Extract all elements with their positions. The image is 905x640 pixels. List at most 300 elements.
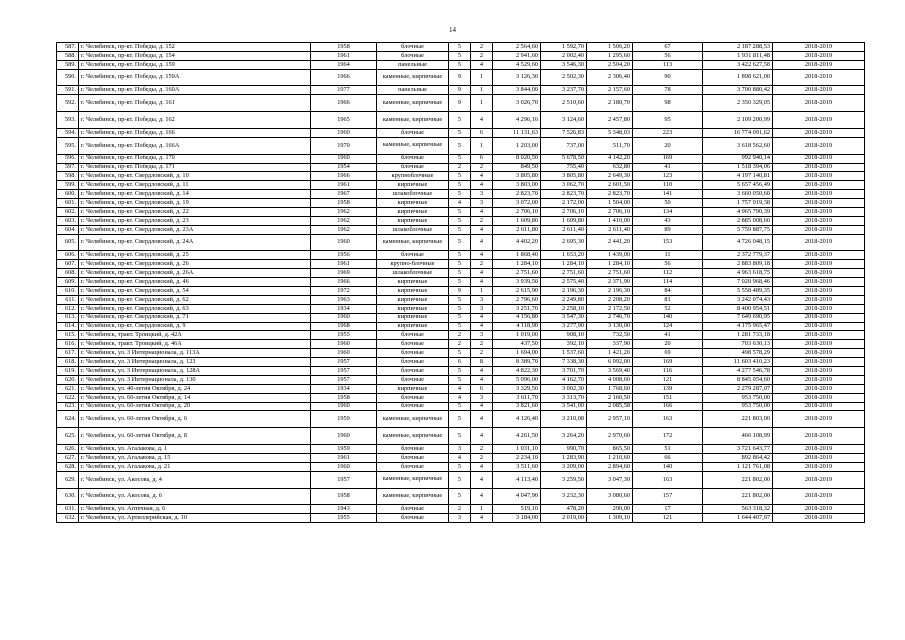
area-residential-cell: 2 208,20 xyxy=(587,295,633,304)
area-residential-cell: 2 746,70 xyxy=(587,313,633,322)
table-row xyxy=(57,349,865,358)
entrances-cell: 4 xyxy=(471,322,493,331)
address-cell: г. Челябинск, ул. Артиллерийская, д. 10 xyxy=(79,514,311,523)
year-cell: 1954 xyxy=(311,163,377,172)
wall-material-cell: блочные xyxy=(377,331,449,340)
wall-material-cell: каменные, кирпичные xyxy=(377,488,449,505)
table-row xyxy=(57,313,865,322)
floors-cell: 5 xyxy=(449,251,471,260)
residents-cell: 163 xyxy=(633,411,703,428)
residents-cell: 112 xyxy=(633,269,703,278)
repair-period-cell: 2018-2019 xyxy=(773,340,865,349)
repair-period-cell: 2018-2019 xyxy=(773,86,865,95)
residents-cell: 110 xyxy=(633,181,703,190)
entrances-cell: 4 xyxy=(471,207,493,216)
total-area-cell: 4 047,90 xyxy=(493,488,541,505)
table-row xyxy=(57,471,865,488)
repair-period-cell: 2018-2019 xyxy=(773,471,865,488)
repair-cost-cell: 2 187 288,53 xyxy=(703,43,773,52)
address-cell: г. Челябинск, пр-кт. Свердловский, д. 19 xyxy=(79,199,311,208)
area-residential-cell: 1 504,00 xyxy=(587,199,633,208)
repair-period-cell: 2018-2019 xyxy=(773,207,865,216)
residents-cell: 95 xyxy=(633,112,703,129)
area-residential-cell: 1 421,20 xyxy=(587,349,633,358)
residents-cell: 56 xyxy=(633,51,703,60)
wall-material-cell: кирпичные xyxy=(377,313,449,322)
row-number: 624. xyxy=(57,411,79,428)
row-number: 611. xyxy=(57,295,79,304)
area-residential-cell: 1 295,60 xyxy=(587,51,633,60)
repair-cost-cell: 7 649 690,95 xyxy=(703,313,773,322)
floors-cell: 9 xyxy=(449,95,471,112)
entrances-cell: 4 xyxy=(471,367,493,376)
row-number: 588. xyxy=(57,51,79,60)
residents-cell: 41 xyxy=(633,331,703,340)
total-area-cell: 3 844,00 xyxy=(493,86,541,95)
wall-material-cell: кирпичные xyxy=(377,384,449,393)
area-residential-cell: 2 441,20 xyxy=(587,234,633,251)
year-cell: 1961 xyxy=(311,453,377,462)
area-premises-cell: 3 259,50 xyxy=(541,471,587,488)
repair-cost-cell: 221 802,00 xyxy=(703,488,773,505)
wall-material-cell: панельные xyxy=(377,86,449,95)
residents-cell: 141 xyxy=(633,190,703,199)
repair-cost-cell: 3 618 562,60 xyxy=(703,137,773,154)
residents-cell: 163 xyxy=(633,471,703,488)
address-cell: г. Челябинск, пр-кт. Победы, д. 154 xyxy=(79,51,311,60)
year-cell: 1962 xyxy=(311,225,377,234)
row-number: 612. xyxy=(57,304,79,313)
repair-period-cell: 2018-2019 xyxy=(773,163,865,172)
address-cell: г. Челябинск, ул. 60-летия Октября, д. 20 xyxy=(79,402,311,411)
repair-cost-cell: 892 864,42 xyxy=(703,453,773,462)
entrances-cell: 2 xyxy=(471,340,493,349)
repair-cost-cell: 4 965 790,39 xyxy=(703,207,773,216)
residents-cell: 98 xyxy=(633,95,703,112)
row-number: 627. xyxy=(57,453,79,462)
floors-cell: 9 xyxy=(449,287,471,296)
year-cell: 1955 xyxy=(311,514,377,523)
total-area-cell: 3 026,70 xyxy=(493,95,541,112)
table-row xyxy=(57,43,865,52)
repair-period-cell: 2018-2019 xyxy=(773,137,865,154)
table-row xyxy=(57,375,865,384)
total-area-cell: 4 402,20 xyxy=(493,234,541,251)
year-cell: 1962 xyxy=(311,216,377,225)
year-cell: 1962 xyxy=(311,207,377,216)
entrances-cell: 4 xyxy=(471,462,493,471)
residents-cell: 56 xyxy=(633,260,703,269)
residents-cell: 124 xyxy=(633,322,703,331)
area-premises-cell: 1 537,60 xyxy=(541,349,587,358)
floors-cell: 5 xyxy=(449,269,471,278)
wall-material-cell: блочные xyxy=(377,393,449,402)
entrances-cell: 2 xyxy=(471,51,493,60)
table-row xyxy=(57,86,865,95)
residents-cell: 11 xyxy=(633,251,703,260)
entrances-cell: 4 xyxy=(471,181,493,190)
repair-period-cell: 2018-2019 xyxy=(773,60,865,69)
repair-period-cell: 2018-2019 xyxy=(773,225,865,234)
row-number: 587. xyxy=(57,43,79,52)
wall-material-cell: блочные xyxy=(377,51,449,60)
address-cell: г. Челябинск, пр-кт. Победы, д. 166А xyxy=(79,137,311,154)
floors-cell: 5 xyxy=(449,278,471,287)
table-row xyxy=(57,137,865,154)
year-cell: 1969 xyxy=(311,269,377,278)
area-premises-cell: 2 823,70 xyxy=(541,190,587,199)
area-residential-cell: 2 957,10 xyxy=(587,411,633,428)
floors-cell: 5 xyxy=(449,471,471,488)
area-premises-cell: 3 313,70 xyxy=(541,393,587,402)
repair-cost-cell: 1 757 919,38 xyxy=(703,199,773,208)
repair-cost-cell: 16 774 091,62 xyxy=(703,128,773,137)
total-area-cell: 3 184,00 xyxy=(493,514,541,523)
repair-period-cell: 2018-2019 xyxy=(773,322,865,331)
total-area-cell: 3 803,00 xyxy=(493,181,541,190)
wall-material-cell: блочные xyxy=(377,128,449,137)
entrances-cell: 1 xyxy=(471,69,493,86)
area-premises-cell: 3 264,20 xyxy=(541,428,587,445)
area-premises-cell: 3 541,00 xyxy=(541,402,587,411)
address-cell: г. Челябинск, пр-кт. Свердловский, д. 26А xyxy=(79,269,311,278)
year-cell: 1960 xyxy=(311,402,377,411)
address-cell: г. Челябинск, пр-кт. Победы, д. 159А xyxy=(79,69,311,86)
floors-cell: 5 xyxy=(449,349,471,358)
area-residential-cell: 732,50 xyxy=(587,331,633,340)
table-row xyxy=(57,69,865,86)
total-area-cell: 8 389,70 xyxy=(493,358,541,367)
floors-cell: 5 xyxy=(449,304,471,313)
floors-cell: 5 xyxy=(449,260,471,269)
residents-cell: 78 xyxy=(633,86,703,95)
residents-cell: 140 xyxy=(633,462,703,471)
repair-period-cell: 2018-2019 xyxy=(773,295,865,304)
repair-period-cell: 2018-2019 xyxy=(773,453,865,462)
floors-cell: 2 xyxy=(449,340,471,349)
area-premises-cell: 1 284,10 xyxy=(541,260,587,269)
address-cell: г. Челябинск, ул. Агалакова, д. 15 xyxy=(79,453,311,462)
total-area-cell: 1 203,00 xyxy=(493,137,541,154)
repair-period-cell: 2018-2019 xyxy=(773,384,865,393)
floors-cell: 5 xyxy=(449,411,471,428)
repair-period-cell: 2018-2019 xyxy=(773,304,865,313)
total-area-cell: 4 118,90 xyxy=(493,322,541,331)
repair-cost-cell: 1 898 621,00 xyxy=(703,69,773,86)
residents-cell: 20 xyxy=(633,340,703,349)
repair-period-cell: 2018-2019 xyxy=(773,505,865,514)
floors-cell: 9 xyxy=(449,69,471,86)
area-residential-cell: 4 008,60 xyxy=(587,375,633,384)
total-area-cell: 1 284,10 xyxy=(493,260,541,269)
area-residential-cell: 1 768,60 xyxy=(587,384,633,393)
address-cell: г. Челябинск, ул. Аптечная, д. 6 xyxy=(79,505,311,514)
area-residential-cell: 2 601,50 xyxy=(587,181,633,190)
row-number: 608. xyxy=(57,269,79,278)
area-premises-cell: 2 575,40 xyxy=(541,278,587,287)
repair-period-cell: 2018-2019 xyxy=(773,172,865,181)
area-premises-cell: 2 019,00 xyxy=(541,514,587,523)
area-residential-cell: 2 157,60 xyxy=(587,86,633,95)
area-residential-cell: 337,90 xyxy=(587,340,633,349)
row-number: 616. xyxy=(57,340,79,349)
table-row xyxy=(57,340,865,349)
repair-period-cell: 2018-2019 xyxy=(773,488,865,505)
area-residential-cell: 1 506,20 xyxy=(587,43,633,52)
entrances-cell: 6 xyxy=(471,128,493,137)
address-cell: г. Челябинск, ул. Агалакова, д. 1 xyxy=(79,445,311,454)
year-cell: 1960 xyxy=(311,349,377,358)
entrances-cell: 4 xyxy=(471,428,493,445)
address-cell: г. Челябинск, пр-кт. Свердловский, д. 46 xyxy=(79,278,311,287)
residents-cell: 134 xyxy=(633,207,703,216)
floors-cell: 9 xyxy=(449,86,471,95)
entrances-cell: 4 xyxy=(471,269,493,278)
row-number: 598. xyxy=(57,172,79,181)
floors-cell: 5 xyxy=(449,128,471,137)
area-premises-cell: 3 002,30 xyxy=(541,384,587,393)
residents-cell: 89 xyxy=(633,225,703,234)
year-cell: 1959 xyxy=(311,445,377,454)
area-premises-cell: 2 249,80 xyxy=(541,295,587,304)
wall-material-cell: каменные, кирпичные xyxy=(377,234,449,251)
address-cell: г. Челябинск, тракт. Троицкий, д. 46А xyxy=(79,340,311,349)
table-row xyxy=(57,112,865,129)
residents-cell: 17 xyxy=(633,505,703,514)
entrances-cell: 4 xyxy=(471,375,493,384)
repair-cost-cell: 3 242 074,43 xyxy=(703,295,773,304)
repair-cost-cell: 1 281 733,18 xyxy=(703,331,773,340)
table-row xyxy=(57,278,865,287)
floors-cell: 5 xyxy=(449,181,471,190)
table-row xyxy=(57,251,865,260)
entrances-cell: 2 xyxy=(471,453,493,462)
repair-period-cell: 2018-2019 xyxy=(773,69,865,86)
repair-cost-cell: 1 518 394,06 xyxy=(703,163,773,172)
floors-cell: 4 xyxy=(449,199,471,208)
repair-period-cell: 2018-2019 xyxy=(773,349,865,358)
row-number: 604. xyxy=(57,225,79,234)
address-cell: г. Челябинск, пр-кт. Свердловский, д. 63 xyxy=(79,304,311,313)
row-number: 601. xyxy=(57,199,79,208)
row-number: 596. xyxy=(57,154,79,163)
row-number: 609. xyxy=(57,278,79,287)
area-residential-cell: 2 894,60 xyxy=(587,462,633,471)
repair-cost-cell: 221 803,00 xyxy=(703,411,773,428)
floors-cell: 5 xyxy=(449,234,471,251)
area-residential-cell: 2 751,60 xyxy=(587,269,633,278)
residents-cell: 114 xyxy=(633,278,703,287)
address-cell: г. Челябинск, ул. 3 Интернационала, д. 130 xyxy=(79,375,311,384)
housing-registry-table xyxy=(56,42,865,523)
entrances-cell: 2 xyxy=(471,43,493,52)
repair-period-cell: 2018-2019 xyxy=(773,402,865,411)
entrances-cell: 4 xyxy=(471,234,493,251)
table-row xyxy=(57,384,865,393)
year-cell: 1934 xyxy=(311,384,377,393)
area-premises-cell: 2 258,10 xyxy=(541,304,587,313)
repair-period-cell: 2018-2019 xyxy=(773,190,865,199)
entrances-cell: 3 xyxy=(471,190,493,199)
total-area-cell: 3 126,30 xyxy=(493,69,541,86)
wall-material-cell: блочные xyxy=(377,367,449,376)
area-premises-cell: 2 196,30 xyxy=(541,287,587,296)
total-area-cell: 2 706,10 xyxy=(493,207,541,216)
entrances-cell: 3 xyxy=(471,295,493,304)
table-body xyxy=(57,43,865,523)
table-row xyxy=(57,428,865,445)
repair-cost-cell: 1 121 761,08 xyxy=(703,462,773,471)
repair-cost-cell: 2 279 287,07 xyxy=(703,384,773,393)
repair-period-cell: 2018-2019 xyxy=(773,411,865,428)
address-cell: г. Челябинск, пр-кт. Свердловский, д. 11 xyxy=(79,181,311,190)
wall-material-cell: кирпичные xyxy=(377,199,449,208)
address-cell: г. Челябинск, пр-кт. Победы, д. 159 xyxy=(79,60,311,69)
table-row xyxy=(57,154,865,163)
area-residential-cell: 2 160,50 xyxy=(587,393,633,402)
floors-cell: 5 xyxy=(449,60,471,69)
repair-period-cell: 2018-2019 xyxy=(773,269,865,278)
table-row xyxy=(57,172,865,181)
total-area-cell: 2 823,70 xyxy=(493,190,541,199)
repair-cost-cell: 4 726 048,15 xyxy=(703,234,773,251)
wall-material-cell: блочные xyxy=(377,453,449,462)
year-cell: 1966 xyxy=(311,172,377,181)
entrances-cell: 2 xyxy=(471,163,493,172)
area-residential-cell: 2 457,80 xyxy=(587,112,633,129)
total-area-cell: 2 234,10 xyxy=(493,453,541,462)
repair-cost-cell: 4 277 546,78 xyxy=(703,367,773,376)
table-row xyxy=(57,393,865,402)
year-cell: 1957 xyxy=(311,471,377,488)
row-number: 619. xyxy=(57,367,79,376)
residents-cell: 51 xyxy=(633,445,703,454)
year-cell: 1934 xyxy=(311,304,377,313)
address-cell: г. Челябинск, ул. 3 Интернационала, д. 128А xyxy=(79,367,311,376)
total-area-cell: 2 611,80 xyxy=(493,225,541,234)
wall-material-cell: панельные xyxy=(377,60,449,69)
total-area-cell: 1 019,00 xyxy=(493,331,541,340)
floors-cell: 5 xyxy=(449,402,471,411)
repair-period-cell: 2018-2019 xyxy=(773,367,865,376)
repair-cost-cell: 5 759 887,75 xyxy=(703,225,773,234)
area-residential-cell: 2 085,58 xyxy=(587,402,633,411)
repair-cost-cell: 2 109 200,99 xyxy=(703,112,773,129)
address-cell: г. Челябинск, ул. Агалакова, д. 21 xyxy=(79,462,311,471)
repair-period-cell: 2018-2019 xyxy=(773,199,865,208)
row-number: 593. xyxy=(57,112,79,129)
repair-period-cell: 2018-2019 xyxy=(773,428,865,445)
total-area-cell: 11 131,63 xyxy=(493,128,541,137)
repair-period-cell: 2018-2019 xyxy=(773,260,865,269)
year-cell: 1960 xyxy=(311,462,377,471)
area-residential-cell: 3 569,40 xyxy=(587,367,633,376)
wall-material-cell: кирпичные xyxy=(377,278,449,287)
address-cell: г. Челябинск, ул. 40-летия Октября, д. 24 xyxy=(79,384,311,393)
table-row xyxy=(57,411,865,428)
repair-period-cell: 2018-2019 xyxy=(773,287,865,296)
table-row xyxy=(57,181,865,190)
area-residential-cell: 2 706,10 xyxy=(587,207,633,216)
row-number: 607. xyxy=(57,260,79,269)
row-number: 630. xyxy=(57,488,79,505)
area-premises-cell: 3 546,30 xyxy=(541,60,587,69)
repair-cost-cell: 4 963 618,75 xyxy=(703,269,773,278)
entrances-cell: 2 xyxy=(471,260,493,269)
entrances-cell: 1 xyxy=(471,95,493,112)
area-residential-cell: 2 970,60 xyxy=(587,428,633,445)
year-cell: 1943 xyxy=(311,505,377,514)
area-residential-cell: 1 439,00 xyxy=(587,251,633,260)
wall-material-cell: блочные xyxy=(377,43,449,52)
year-cell: 1960 xyxy=(311,340,377,349)
year-cell: 1960 xyxy=(311,154,377,163)
repair-cost-cell: 466 108,99 xyxy=(703,428,773,445)
floors-cell: 3 xyxy=(449,514,471,523)
area-residential-cell: 290,00 xyxy=(587,505,633,514)
wall-material-cell: кирпичные xyxy=(377,295,449,304)
area-premises-cell: 478,20 xyxy=(541,505,587,514)
entrances-cell: 3 xyxy=(471,331,493,340)
entrances-cell: 4 xyxy=(471,488,493,505)
repair-period-cell: 2018-2019 xyxy=(773,462,865,471)
year-cell: 1957 xyxy=(311,358,377,367)
area-premises-cell: 2 510,60 xyxy=(541,95,587,112)
floors-cell: 4 xyxy=(449,453,471,462)
area-residential-cell: 3 130,00 xyxy=(587,322,633,331)
area-premises-cell: 2 502,30 xyxy=(541,69,587,86)
repair-period-cell: 2018-2019 xyxy=(773,331,865,340)
row-number: 620. xyxy=(57,375,79,384)
area-premises-cell: 3 062,70 xyxy=(541,181,587,190)
floors-cell: 5 xyxy=(449,313,471,322)
wall-material-cell: кирпичные xyxy=(377,322,449,331)
entrances-cell: 3 xyxy=(471,393,493,402)
floors-cell: 4 xyxy=(449,393,471,402)
row-number: 615. xyxy=(57,331,79,340)
total-area-cell: 4 126,40 xyxy=(493,411,541,428)
area-residential-cell: 865,50 xyxy=(587,445,633,454)
residents-cell: 113 xyxy=(633,60,703,69)
row-number: 599. xyxy=(57,181,79,190)
table-row xyxy=(57,402,865,411)
row-number: 600. xyxy=(57,190,79,199)
area-premises-cell: 2 172,00 xyxy=(541,199,587,208)
floors-cell: 5 xyxy=(449,190,471,199)
area-premises-cell: 3 547,30 xyxy=(541,313,587,322)
table-row xyxy=(57,95,865,112)
residents-cell: 169 xyxy=(633,358,703,367)
year-cell: 1972 xyxy=(311,287,377,296)
repair-period-cell: 2018-2019 xyxy=(773,234,865,251)
row-number: 602. xyxy=(57,207,79,216)
address-cell: г. Челябинск, тракт. Троицкий, д. 42А xyxy=(79,331,311,340)
table-row xyxy=(57,304,865,313)
entrances-cell: 2 xyxy=(471,216,493,225)
row-number: 594. xyxy=(57,128,79,137)
year-cell: 1977 xyxy=(311,86,377,95)
repair-cost-cell: 3 700 880,42 xyxy=(703,86,773,95)
repair-period-cell: 2018-2019 xyxy=(773,181,865,190)
table-row xyxy=(57,60,865,69)
total-area-cell: 5 096,00 xyxy=(493,375,541,384)
total-area-cell: 3 511,60 xyxy=(493,462,541,471)
entrances-cell: 1 xyxy=(471,86,493,95)
total-area-cell: 4 529,60 xyxy=(493,60,541,69)
address-cell: г. Челябинск, пр-кт. Свердловский, д. 14 xyxy=(79,190,311,199)
floors-cell: 6 xyxy=(449,358,471,367)
total-area-cell: 3 251,70 xyxy=(493,304,541,313)
